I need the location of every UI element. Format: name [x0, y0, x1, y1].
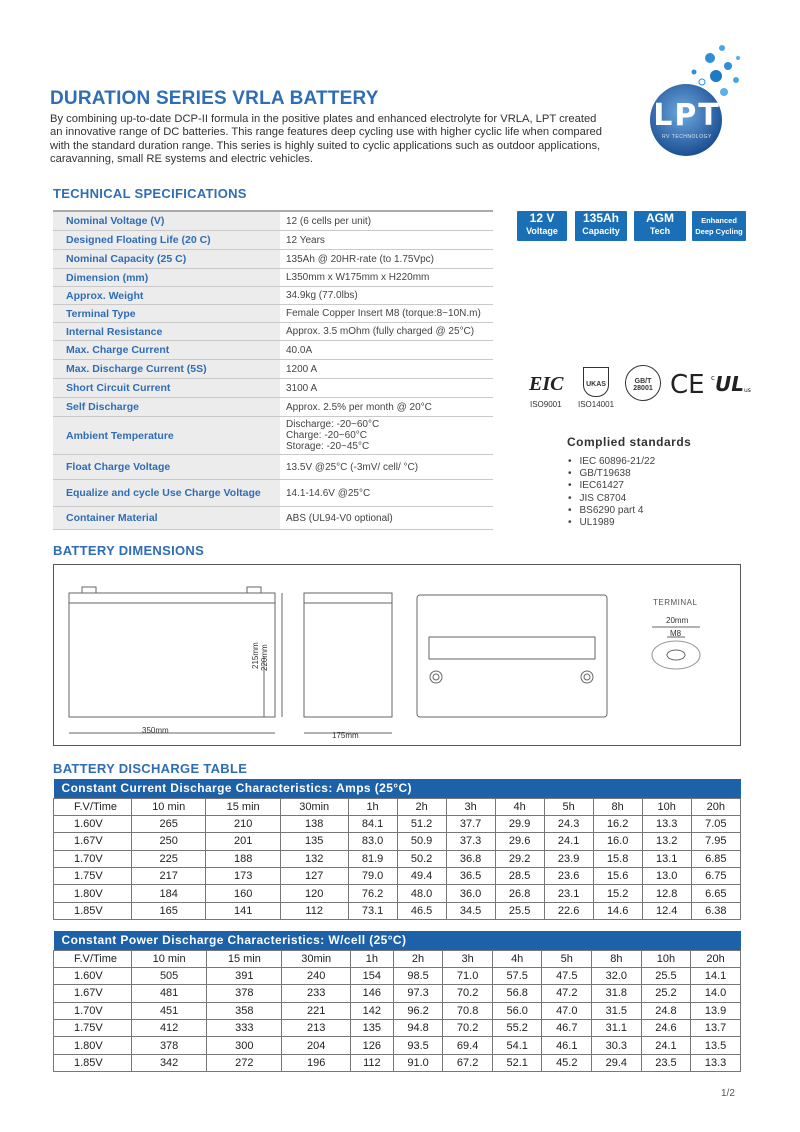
table-cell: 32.0	[592, 967, 642, 984]
spec-heading: TECHNICAL SPECIFICATIONS	[53, 186, 247, 201]
table-cell: 47.5	[542, 967, 592, 984]
spec-row	[53, 305, 493, 323]
table-cell: 1.85V	[54, 902, 132, 919]
table-cell: 46.7	[542, 1020, 592, 1037]
table-cell: 84.1	[348, 815, 397, 832]
table-cell: 135	[350, 1020, 393, 1037]
spec-value: 13.5V @25°C (-3mV/ cell/ °C)	[286, 461, 419, 473]
column-header: 2h	[397, 798, 446, 815]
table-cell: 1.85V	[54, 1054, 132, 1071]
badge-deep-cycling	[692, 211, 746, 241]
table-cell: 225	[132, 850, 206, 867]
column-header: 10 min	[132, 798, 206, 815]
table-cell: 83.0	[348, 833, 397, 850]
column-header: 30min	[280, 798, 348, 815]
table-cell: 14.1	[691, 967, 741, 984]
table-cell: 15.2	[593, 885, 642, 902]
table-cell: 24.1	[544, 833, 593, 850]
table-cell: 13.1	[642, 850, 691, 867]
dim-length: 350mm	[142, 726, 169, 735]
table-cell: 23.9	[544, 850, 593, 867]
table-row	[54, 850, 741, 867]
svg-text:c: c	[711, 374, 715, 382]
table-cell: 16.0	[593, 833, 642, 850]
dim-h1: 215mm	[251, 642, 260, 669]
table-cell: 165	[132, 902, 206, 919]
table-cell: 36.5	[446, 868, 495, 885]
table-cell: 24.6	[641, 1020, 691, 1037]
table-cell: 24.1	[641, 1037, 691, 1054]
table-cell: 358	[207, 1002, 282, 1019]
brand-logo	[628, 36, 748, 156]
column-header: 10h	[642, 798, 691, 815]
table-cell: 29.9	[495, 815, 544, 832]
iso9001-label: ISO9001	[530, 400, 562, 409]
table-cell: 173	[206, 868, 280, 885]
table-cell: 76.2	[348, 885, 397, 902]
table-cell: 451	[132, 1002, 207, 1019]
terminal-label: TERMINAL	[653, 598, 698, 607]
spec-row	[53, 455, 493, 480]
table-row	[54, 985, 741, 1002]
page-number: 1/2	[721, 1088, 735, 1099]
table-cell: 1.60V	[54, 967, 132, 984]
table-cell: 69.4	[443, 1037, 493, 1054]
spec-row	[53, 250, 493, 269]
table-row	[54, 902, 741, 919]
dimensions-heading: BATTERY DIMENSIONS	[53, 543, 205, 558]
column-header: 30min	[282, 950, 350, 967]
spec-value: 1200 A	[286, 363, 318, 375]
table-cell: 481	[132, 985, 207, 1002]
table-cell: 45.2	[542, 1054, 592, 1071]
table-cell: 154	[350, 967, 393, 984]
table-header-row	[54, 798, 741, 815]
spec-value: Female Copper Insert M8 (torque:8~10N.m)	[286, 308, 481, 319]
table-cell: 46.5	[397, 902, 446, 919]
discharge-heading: BATTERY DISCHARGE TABLE	[53, 761, 248, 776]
table-cell: 1.70V	[54, 850, 132, 867]
spec-key: Internal Resistance	[53, 323, 280, 340]
table-cell: 14.6	[593, 902, 642, 919]
table-cell: 57.5	[492, 967, 542, 984]
standard-item: • BS6290 part 4	[568, 505, 655, 517]
current-table-caption: Constant Current Discharge Characteristics: Amps (25°C)	[54, 779, 741, 798]
table-cell: 56.8	[492, 985, 542, 1002]
eic-logo: EIC	[529, 373, 564, 395]
table-cell: 50.9	[397, 833, 446, 850]
page-title: DURATION SERIES VRLA BATTERY	[50, 88, 379, 109]
gbt-seal	[625, 365, 661, 401]
standards-heading: Complied standards	[567, 435, 692, 449]
terminal-inner: M8	[670, 629, 682, 638]
table-cell: 6.65	[691, 885, 740, 902]
table-cell: 15.8	[593, 850, 642, 867]
table-cell: 188	[206, 850, 280, 867]
table-row	[54, 1037, 741, 1054]
table-row	[54, 885, 741, 902]
table-cell: 138	[280, 815, 348, 832]
spec-value: 14.1-14.6V @25°C	[286, 487, 371, 499]
badge-deep-top: Enhanced	[701, 216, 737, 225]
spec-row	[53, 417, 493, 455]
table-cell: 112	[280, 902, 348, 919]
table-cell: 31.1	[592, 1020, 642, 1037]
table-cell: 378	[132, 1037, 207, 1054]
spec-row	[53, 323, 493, 341]
power-discharge-table	[53, 931, 741, 1072]
spec-table	[53, 210, 493, 530]
table-row	[54, 1054, 741, 1071]
badge-tech-value: AGM	[646, 211, 674, 225]
table-cell: 1.67V	[54, 833, 132, 850]
table-cell: 160	[206, 885, 280, 902]
table-cell: 6.38	[691, 902, 740, 919]
badge-capacity	[575, 211, 627, 241]
table-cell: 221	[282, 1002, 350, 1019]
table-cell: 70.2	[443, 1020, 493, 1037]
table-cell: 1.60V	[54, 815, 132, 832]
table-cell: 56.0	[492, 1002, 542, 1019]
ukas-seal	[583, 367, 609, 397]
badge-capacity-label: Capacity	[582, 226, 620, 236]
table-cell: 132	[280, 850, 348, 867]
table-cell: 71.0	[443, 967, 493, 984]
badge-deep-bottom: Deep Cycling	[695, 227, 743, 236]
table-cell: 141	[206, 902, 280, 919]
column-header: 5h	[542, 950, 592, 967]
table-cell: 28.5	[495, 868, 544, 885]
dim-width: 175mm	[332, 731, 359, 740]
table-cell: 217	[132, 868, 206, 885]
table-cell: 412	[132, 1020, 207, 1037]
table-cell: 93.5	[393, 1037, 443, 1054]
svg-text:UL: UL	[715, 372, 744, 396]
table-cell: 505	[132, 967, 207, 984]
table-cell: 12.4	[642, 902, 691, 919]
badge-tech	[634, 211, 686, 241]
table-cell: 16.2	[593, 815, 642, 832]
table-cell: 24.8	[641, 1002, 691, 1019]
spec-key: Short Circuit Current	[53, 379, 280, 397]
spec-row	[53, 480, 493, 507]
table-cell: 12.8	[642, 885, 691, 902]
spec-key: Container Material	[53, 507, 280, 529]
table-cell: 55.2	[492, 1020, 542, 1037]
spec-value: L350mm x W175mm x H220mm	[286, 272, 430, 283]
table-header-row	[54, 950, 741, 967]
table-cell: 240	[282, 967, 350, 984]
spec-row	[53, 287, 493, 305]
table-cell: 213	[282, 1020, 350, 1037]
table-cell: 29.2	[495, 850, 544, 867]
table-cell: 49.4	[397, 868, 446, 885]
spec-key: Designed Floating Life (20 C)	[53, 231, 280, 249]
table-cell: 24.3	[544, 815, 593, 832]
column-header: 10h	[641, 950, 691, 967]
gbt-text: GB/T 28001	[633, 378, 653, 392]
table-cell: 1.67V	[54, 985, 132, 1002]
table-cell: 201	[206, 833, 280, 850]
table-cell: 300	[207, 1037, 282, 1054]
column-header: 8h	[593, 798, 642, 815]
table-row	[54, 815, 741, 832]
table-cell: 67.2	[443, 1054, 493, 1071]
standard-item: • JIS C8704	[568, 493, 655, 505]
column-header: 15 min	[206, 798, 280, 815]
power-table-caption: Constant Power Discharge Characteristics: W/cell (25°C)	[54, 931, 741, 950]
table-cell: 25.2	[641, 985, 691, 1002]
badge-voltage	[517, 211, 567, 241]
table-cell: 25.5	[495, 902, 544, 919]
table-cell: 47.0	[542, 1002, 592, 1019]
table-cell: 34.5	[446, 902, 495, 919]
spec-key: Ambient Temperature	[53, 417, 280, 454]
spec-row	[53, 507, 493, 530]
column-header: F.V/Time	[54, 950, 132, 967]
column-header: 4h	[492, 950, 542, 967]
column-header: 3h	[446, 798, 495, 815]
dimensions-diagram	[53, 564, 741, 746]
table-cell: 184	[132, 885, 206, 902]
spec-key: Nominal Capacity (25 C)	[53, 250, 280, 268]
intro-paragraph: By combining up-to-date DCP-II formula in the positive plates and enhanced electrolyte for VRLA, LPT created an innovative range of DC batteries. This range features deep cycling use with higher cyclic life when compared with the standard duration range. This series is highly suited to cyclic applications such as outdoor applications, caravanning, small RE systems and electric vehicles.	[50, 113, 603, 166]
table-cell: 265	[132, 815, 206, 832]
ce-mark: CE	[670, 370, 705, 400]
spec-row	[53, 398, 493, 417]
table-cell: 391	[207, 967, 282, 984]
table-row	[54, 833, 741, 850]
spec-row	[53, 379, 493, 398]
logo-text: LPT	[653, 98, 721, 133]
spec-row	[53, 231, 493, 250]
table-cell: 135	[280, 833, 348, 850]
table-row	[54, 868, 741, 885]
table-cell: 23.6	[544, 868, 593, 885]
ukas-text: UKAS	[586, 381, 606, 388]
table-cell: 91.0	[393, 1054, 443, 1071]
table-cell: 36.8	[446, 850, 495, 867]
table-cell: 37.3	[446, 833, 495, 850]
badge-voltage-label: Voltage	[526, 226, 558, 236]
spec-key: Self Discharge	[53, 398, 280, 416]
spec-value: 12 (6 cells per unit)	[286, 215, 372, 227]
table-cell: 13.5	[691, 1037, 741, 1054]
column-header: 5h	[544, 798, 593, 815]
column-header: 10 min	[132, 950, 207, 967]
table-cell: 1.75V	[54, 1020, 132, 1037]
table-cell: 50.2	[397, 850, 446, 867]
ul-mark	[711, 370, 749, 396]
column-header: 1h	[350, 950, 393, 967]
table-cell: 97.3	[393, 985, 443, 1002]
table-cell: 1.80V	[54, 1037, 132, 1054]
table-cell: 47.2	[542, 985, 592, 1002]
table-cell: 1.75V	[54, 868, 132, 885]
column-header: F.V/Time	[54, 798, 132, 815]
table-cell: 13.3	[642, 815, 691, 832]
table-cell: 342	[132, 1054, 207, 1071]
table-cell: 30.3	[592, 1037, 642, 1054]
spec-row	[53, 360, 493, 379]
table-cell: 13.9	[691, 1002, 741, 1019]
spec-key: Float Charge Voltage	[53, 455, 280, 479]
table-cell: 29.4	[592, 1054, 642, 1071]
table-cell: 46.1	[542, 1037, 592, 1054]
spec-key: Approx. Weight	[53, 287, 280, 304]
table-cell: 333	[207, 1020, 282, 1037]
current-discharge-table	[53, 779, 741, 920]
column-header: 15 min	[207, 950, 282, 967]
table-cell: 94.8	[393, 1020, 443, 1037]
table-cell: 25.5	[641, 967, 691, 984]
terminal-outer: 20mm	[666, 616, 689, 625]
table-cell: 142	[350, 1002, 393, 1019]
spec-value: ABS (UL94-V0 optional)	[286, 512, 393, 524]
table-cell: 6.75	[691, 868, 740, 885]
table-cell: 196	[282, 1054, 350, 1071]
table-cell: 23.1	[544, 885, 593, 902]
table-cell: 1.70V	[54, 1002, 132, 1019]
table-cell: 31.5	[592, 1002, 642, 1019]
table-cell: 272	[207, 1054, 282, 1071]
spec-value: 12 Years	[286, 234, 325, 246]
spec-key: Nominal Voltage (V)	[53, 212, 280, 230]
table-row	[54, 1020, 741, 1037]
table-row	[54, 967, 741, 984]
table-cell: 7.95	[691, 833, 740, 850]
table-cell: 73.1	[348, 902, 397, 919]
table-cell: 210	[206, 815, 280, 832]
table-row	[54, 1002, 741, 1019]
spec-value: 135Ah @ 20HR-rate (to 1.75Vpc)	[286, 253, 435, 265]
table-cell: 98.5	[393, 967, 443, 984]
iso14001-label: ISO14001	[578, 400, 615, 409]
column-header: 8h	[592, 950, 642, 967]
spec-value: 40.0A	[286, 344, 313, 356]
table-cell: 48.0	[397, 885, 446, 902]
table-cell: 70.2	[443, 985, 493, 1002]
table-cell: 127	[280, 868, 348, 885]
table-cell: 31.8	[592, 985, 642, 1002]
spec-value: Approx. 3.5 mOhm (fully charged @ 25°C)	[286, 326, 475, 337]
spec-row	[53, 341, 493, 360]
table-cell: 96.2	[393, 1002, 443, 1019]
table-cell: 70.8	[443, 1002, 493, 1019]
table-cell: 13.3	[691, 1054, 741, 1071]
dim-h2: 220mm	[260, 644, 269, 671]
table-cell: 36.0	[446, 885, 495, 902]
table-cell: 37.7	[446, 815, 495, 832]
column-header: 20h	[691, 950, 741, 967]
table-cell: 22.6	[544, 902, 593, 919]
standard-item: • IEC61427	[568, 480, 655, 492]
column-header: 2h	[393, 950, 443, 967]
spec-value: Discharge: -20~60°C Charge: -20~60°C Storage: -20~45°C	[286, 419, 380, 452]
badge-capacity-value: 135Ah	[582, 211, 620, 225]
badge-voltage-value: 12 V	[529, 211, 555, 225]
table-cell: 79.0	[348, 868, 397, 885]
logo-subtitle: RV TECHNOLOGY	[662, 134, 712, 140]
table-cell: 13.2	[642, 833, 691, 850]
spec-key: Equalize and cycle Use Charge Voltage	[53, 480, 280, 506]
table-cell: 120	[280, 885, 348, 902]
table-cell: 26.8	[495, 885, 544, 902]
column-header: 1h	[348, 798, 397, 815]
table-cell: 250	[132, 833, 206, 850]
column-header: 20h	[691, 798, 740, 815]
table-cell: 112	[350, 1054, 393, 1071]
table-cell: 378	[207, 985, 282, 1002]
table-cell: 126	[350, 1037, 393, 1054]
standard-item: • UL1989	[568, 517, 655, 529]
table-cell: 13.0	[642, 868, 691, 885]
table-cell: 14.0	[691, 985, 741, 1002]
table-cell: 81.9	[348, 850, 397, 867]
table-cell: 204	[282, 1037, 350, 1054]
table-cell: 7.05	[691, 815, 740, 832]
spec-key: Dimension (mm)	[53, 269, 280, 286]
spec-value: 34.9kg (77.0lbs)	[286, 290, 358, 301]
table-cell: 6.85	[691, 850, 740, 867]
table-cell: 51.2	[397, 815, 446, 832]
badge-tech-label: Tech	[649, 226, 671, 236]
spec-row	[53, 212, 493, 231]
spec-key: Max. Charge Current	[53, 341, 280, 359]
spec-key: Terminal Type	[53, 305, 280, 322]
table-cell: 52.1	[492, 1054, 542, 1071]
column-header: 3h	[443, 950, 493, 967]
table-cell: 146	[350, 985, 393, 1002]
table-cell: 233	[282, 985, 350, 1002]
spec-key: Max. Discharge Current (5S)	[53, 360, 280, 378]
table-cell: 23.5	[641, 1054, 691, 1071]
standard-item: • GB/T19638	[568, 468, 655, 480]
table-cell: 1.80V	[54, 885, 132, 902]
svg-text:us: us	[744, 387, 751, 394]
standards-list	[568, 456, 655, 529]
table-cell: 15.6	[593, 868, 642, 885]
spec-row	[53, 269, 493, 287]
spec-value: Approx. 2.5% per month @ 20°C	[286, 401, 432, 413]
table-cell: 54.1	[492, 1037, 542, 1054]
standard-item: • IEC 60896-21/22	[568, 456, 655, 468]
table-cell: 29.6	[495, 833, 544, 850]
table-cell: 13.7	[691, 1020, 741, 1037]
column-header: 4h	[495, 798, 544, 815]
spec-value: 3100 A	[286, 382, 318, 394]
